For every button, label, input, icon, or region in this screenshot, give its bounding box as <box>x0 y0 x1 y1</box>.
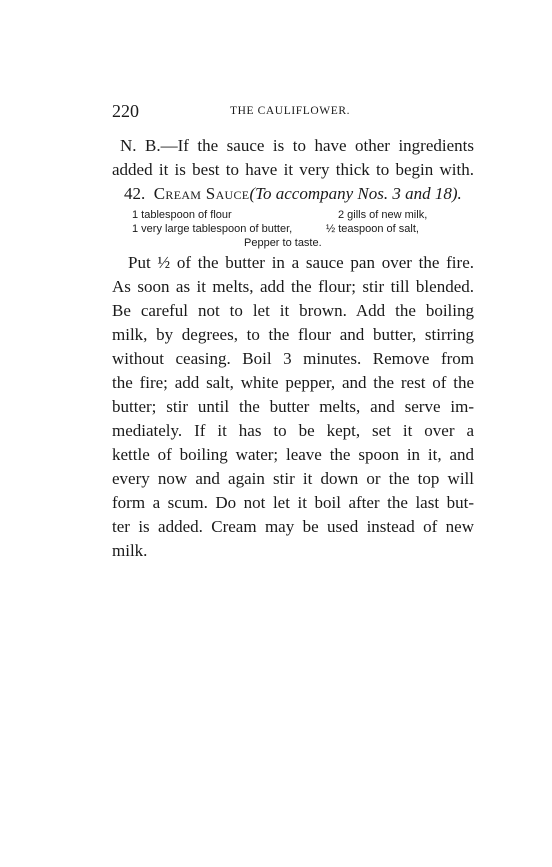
page-header <box>112 101 472 125</box>
body-line: form a scum. Do not let it boil after the last but- <box>112 493 474 512</box>
body-line: As soon as it melts, add the flour; stir till blended. <box>112 277 474 296</box>
body-line: mediately. If it has to be kept, set it over a <box>112 421 474 440</box>
note-line: N. B.—If the sauce is to have other ingredients <box>120 136 474 155</box>
ingredient-item: 1 very large tablespoon of butter, <box>132 223 293 235</box>
note-line: added it is best to have it very thick to begin with. <box>112 160 474 179</box>
body-line: milk. <box>112 541 148 560</box>
body-line: without ceasing. Boil 3 minutes. Remove from <box>112 349 474 368</box>
body-line: Put ½ of the butter in a sauce pan over the fire. <box>128 253 474 272</box>
body-line: milk, by degrees, to the flour and butter, stirring <box>112 325 474 344</box>
ingredient-item: 2 gills of new milk, <box>338 209 428 221</box>
recipe-title: Cream Sauce <box>153 184 250 203</box>
body-line: kettle of boiling water; leave the spoon in it, and <box>112 445 474 464</box>
body-line: ter is added. Cream may be used instead of new <box>112 517 474 536</box>
running-title: THE CAULIFLOWER. <box>230 105 351 117</box>
ingredient-item: ½ teaspoon of salt, <box>326 223 419 235</box>
body-line: butter; stir until the butter melts, and serve im- <box>112 397 474 416</box>
ingredient-item: 1 tablespoon of flour <box>132 209 232 221</box>
page-number: 220 <box>112 101 139 121</box>
recipe-number: 42. <box>124 184 146 203</box>
body-line: every now and again stir it down or the top will <box>112 469 474 488</box>
recipe-heading <box>124 184 478 204</box>
recipe-subtitle: (To accompany Nos. 3 and 18). <box>249 184 462 203</box>
body-line: Be careful not to let it brown. Add the boiling <box>112 301 474 320</box>
body-line: the fire; add salt, white pepper, and the rest of the <box>112 373 474 392</box>
ingredient-item: Pepper to taste. <box>244 237 322 249</box>
